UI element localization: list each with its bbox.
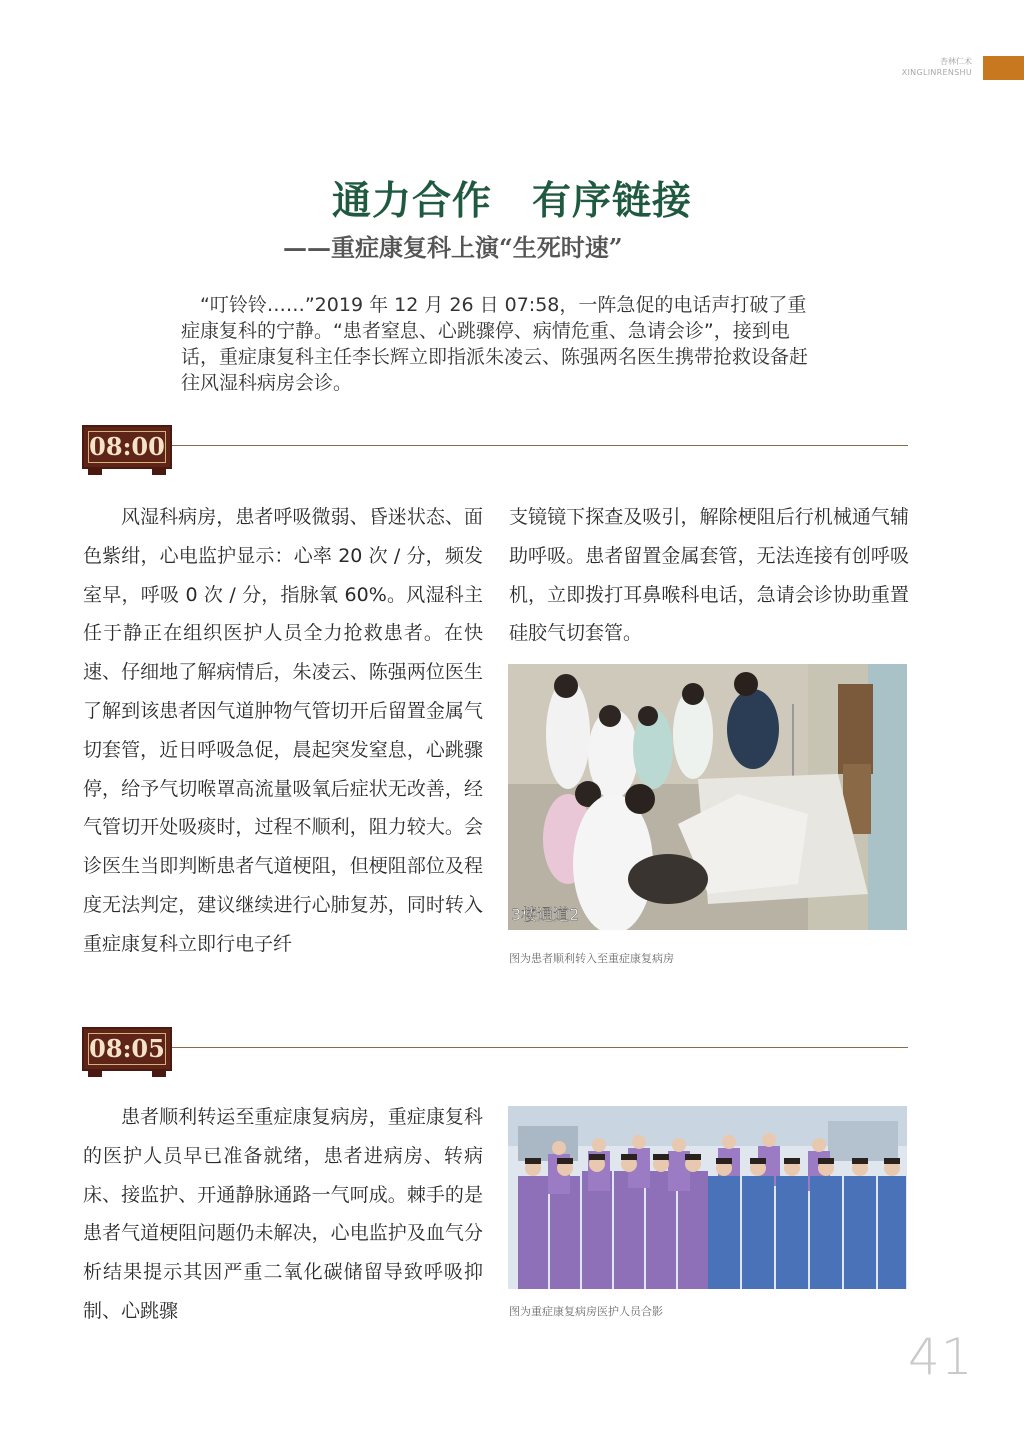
section1-right-text: 支镜镜下探查及吸引，解除梗阻后行机械通气辅助呼吸。患者留置金属套管，无法连接有创呼吸机，立即拨打耳鼻喉科电话，急请会诊协助重置硅胶气切套管。 bbox=[509, 506, 909, 645]
section-name-cn: 杏林仁术 bbox=[940, 57, 972, 66]
photo-patient-transfer-image bbox=[508, 664, 907, 930]
caption-staff-group: 图为重症康复病房医护人员合影 bbox=[509, 1305, 663, 1318]
time-badge-0805 bbox=[82, 1027, 172, 1071]
badge-foot-left bbox=[88, 1071, 102, 1077]
title-part-2: 有序链接 bbox=[532, 178, 693, 224]
caption-patient-transfer: 图为患者顺利转入至重症康复病房 bbox=[509, 952, 674, 965]
time-badge-0800 bbox=[82, 425, 172, 469]
section1-left-column bbox=[83, 498, 483, 964]
intro-paragraph bbox=[181, 292, 821, 396]
page-number: 41 bbox=[908, 1328, 974, 1386]
time-divider bbox=[172, 1047, 908, 1048]
time-label: 08:05 bbox=[89, 1034, 165, 1063]
badge-foot-left bbox=[88, 469, 102, 475]
photo-staff-group bbox=[508, 1106, 907, 1289]
section-header bbox=[902, 56, 972, 78]
photo-staff-group-image bbox=[508, 1106, 907, 1289]
time-label: 08:00 bbox=[89, 432, 165, 461]
section-tab-marker bbox=[983, 56, 1024, 80]
photo-overlay-text: 3楼通道2 bbox=[511, 905, 580, 924]
section2-left-column bbox=[83, 1098, 483, 1331]
article-title bbox=[0, 170, 1024, 226]
section1-right-column bbox=[509, 498, 909, 653]
article-subtitle: ——重症康复科上演“生死时速” bbox=[283, 233, 623, 262]
badge-foot-right bbox=[152, 469, 166, 475]
section1-left-text: 风湿科病房，患者呼吸微弱、昏迷状态、面色紫绀，心电监护显示：心率 20 次 / 分，频发室早，呼吸 0 次 / 分，指脉氧 60%。风湿科主任于静正在组织医护人员全力抢救患者。在快速、仔细地了解病情后，朱凌云、陈强两位医生了解到该患者因气道肿物气管切开后留置金属气切套管，近日呼吸急促，晨起突发窒息，心跳骤停，给予气切喉罩高流量吸氧后症状无改善，经气管切开处吸痰时，过程不顺利，阻力较大。会诊医生当即判断患者气道梗阻，但梗阻部位及程度无法判定，建议继续进行心肺复苏，同时转入重症康复科立即行电子纤 bbox=[83, 506, 483, 955]
title-part-1: 通力合作 bbox=[331, 178, 492, 224]
intro-text: “叮铃铃……”2019 年 12 月 26 日 07:58，一阵急促的电话声打破了重症康复科的宁静。“患者窒息、心跳骤停、病情危重、急请会诊”，接到电话，重症康复科主任李长辉立即指派朱凌云、陈强两名医生携带抢救设备赶往风湿科病房会诊。 bbox=[181, 294, 809, 394]
section-name-en: XINGLINRENSHU bbox=[901, 68, 972, 77]
time-divider bbox=[172, 445, 908, 446]
section2-left-text: 患者顺利转运至重症康复病房，重症康复科的医护人员早已准备就绪，患者进病房、转病床、接监护、开通静脉通路一气呵成。棘手的是患者气道梗阻问题仍未解决，心电监护及血气分析结果提示其因严重二氧化碳储留导致呼吸抑制、心跳骤 bbox=[83, 1106, 483, 1322]
photo-patient-transfer bbox=[508, 664, 907, 930]
badge-foot-right bbox=[152, 1071, 166, 1077]
